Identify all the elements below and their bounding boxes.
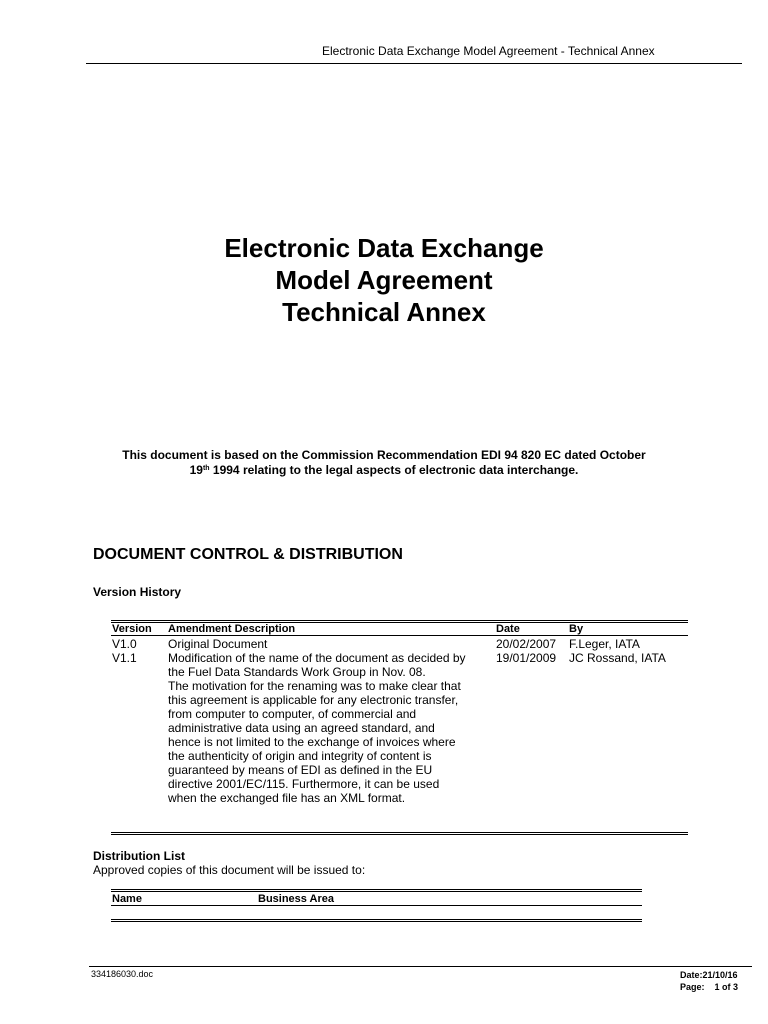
table-row-description	[168, 637, 267, 651]
table-row-author: JC Rossand, IATA	[569, 651, 666, 665]
intro-ordinal: th	[202, 465, 210, 472]
description-line: Original Document	[168, 637, 268, 651]
running-header: Electronic Data Exchange Model Agreement - Technical Annex	[322, 44, 655, 58]
intro-rest: 1994 relating to the legal aspects of electronic data interchange.	[209, 463, 579, 477]
title-line-3: Technical Annex	[282, 297, 486, 327]
footer-date: Date:21/10/16	[680, 970, 738, 980]
title-line-1: Electronic Data Exchange	[224, 233, 544, 263]
business-area-col-header: Business Area	[258, 893, 335, 905]
by-col-header: By	[569, 623, 584, 635]
title-line-2: Model Agreement	[275, 265, 493, 295]
document-title	[0, 232, 768, 328]
intro-line-2	[0, 463, 768, 478]
version-table-header-rule	[111, 635, 688, 636]
description-line: this agreement is applicable for any electronic transfer,	[168, 693, 459, 707]
distribution-table-header-rule	[111, 905, 642, 906]
description-line: hence is not limited to the exchange of invoices where	[168, 735, 456, 749]
description-line: the authenticity of origin and integrity of content is	[168, 749, 432, 763]
description-line: the Fuel Data Standards Work Group in Nov. 08.	[168, 665, 426, 679]
date-col-header: Date	[496, 623, 520, 635]
description-line: when the exchanged file has an XML format.	[168, 791, 406, 805]
footer-meta	[680, 969, 738, 993]
section-heading: DOCUMENT CONTROL & DISTRIBUTION	[93, 546, 403, 563]
description-line: administrative data using an agreed standard, and	[168, 721, 435, 735]
distribution-list-heading: Distribution List	[93, 849, 185, 863]
version-col-header: Version	[112, 623, 152, 635]
name-col-header: Name	[112, 893, 142, 905]
description-line: directive 2001/EC/115. Furthermore, it can be used	[168, 777, 440, 791]
table-row-date: 19/01/2009	[496, 651, 557, 665]
version-table-bottom-rule	[111, 832, 688, 835]
table-row-version: V1.1	[112, 651, 137, 665]
distribution-table-bottom-rule	[111, 919, 642, 922]
description-line: The motivation for the renaming was to make clear that	[168, 679, 461, 693]
distribution-table-top-rule	[111, 889, 642, 892]
table-row-date: 20/02/2007	[496, 637, 557, 651]
description-col-header: Amendment Description	[168, 623, 296, 635]
intro-line-1: This document is based on the Commission Recommendation EDI 94 820 EC dated October	[122, 448, 646, 462]
footer-page-number: Page: 1 of 3	[680, 982, 739, 992]
footer-filename: 334186030.doc	[91, 969, 154, 979]
header-rule	[86, 63, 742, 64]
table-row-version: V1.0	[112, 637, 137, 651]
intro-paragraph	[0, 448, 768, 478]
description-line: guaranteed by means of EDI as defined in the EU	[168, 763, 433, 777]
footer-rule	[89, 966, 752, 967]
table-row-description	[168, 651, 466, 805]
table-row-author: F.Leger, IATA	[569, 637, 640, 651]
version-history-heading: Version History	[93, 585, 182, 599]
intro-day: 19	[189, 463, 203, 477]
description-line: from computer to computer, of commercial and	[168, 707, 417, 721]
distribution-list-subtitle: Approved copies of this document will be issued to:	[93, 863, 366, 877]
description-line: Modification of the name of the document as decided by	[168, 651, 466, 665]
